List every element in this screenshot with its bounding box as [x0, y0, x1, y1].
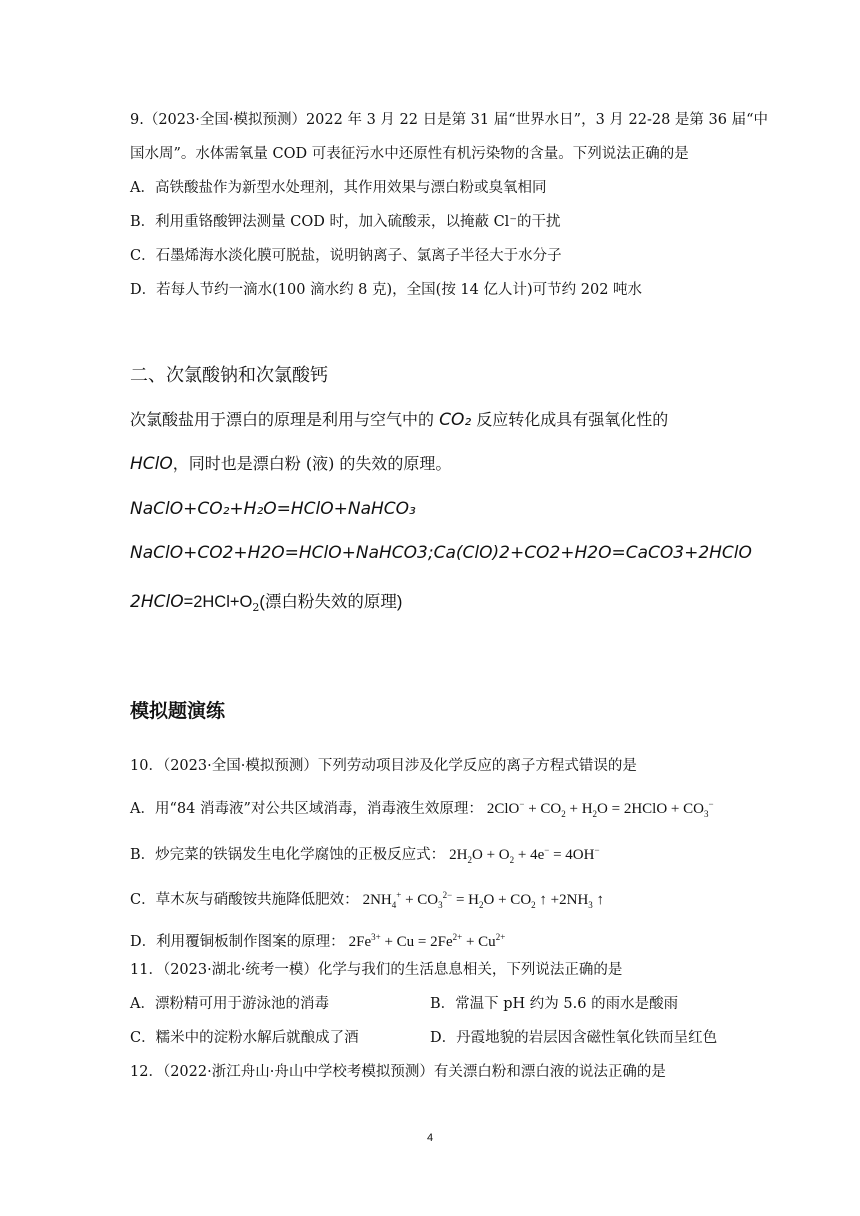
question-11-options-cd	[130, 1028, 718, 1048]
question-10-option-b	[130, 840, 600, 870]
equation-3	[130, 588, 402, 614]
question-11: 11．（2023·湖北·统考一模）化学与我们的生活息息相关，下列说法正确的是	[130, 962, 623, 978]
option-text: A．用“84 消毒液”对公共区域消毒，消毒液生效原理：	[130, 801, 483, 817]
question-10: 10．（2023·全国·模拟预测）下列劳动项目涉及化学反应的离子方程式错误的是	[130, 758, 637, 774]
option-a-formula: $2ClO^- + CO_2 + H_2O$ = 2HClO + $CO_3^-$	[486, 799, 714, 819]
body-text: 反应转化成具有强氧化性的	[471, 410, 669, 429]
option-text: D．利用覆铜板制作图案的原理：	[130, 934, 345, 950]
question-11-option-b: B．常温下 pH 约为 5.6 的雨水是酸雨	[430, 996, 679, 1012]
question-11-option-d: D．丹霞地貌的岩层因含磁性氧化铁而呈红色	[430, 1030, 718, 1046]
equation-3-note: (漂白粉失效的原理)	[259, 593, 403, 611]
practice-title: 模拟题演练	[130, 700, 226, 722]
question-9-option-c: C．石墨烯海水淡化膜可脱盐，说明钠离子、氯离子半径大于水分子	[130, 248, 562, 264]
question-11-option-c: C．糯米中的淀粉水解后就酿成了酒	[130, 1030, 359, 1046]
equation-2: NaClO+CO2+H2O=HClO+NaHCO3;Ca(ClO)2+CO2+H2O=CaCO3+2HClO	[130, 543, 752, 563]
body-text: ，同时也是漂白粉 (液) 的失效的原理。	[172, 454, 452, 473]
option-c-formula: $2NH_4^+ + CO_3^{2-} = H_2O + CO_2$ ↑ $+2NH_3$ ↑	[362, 890, 605, 910]
page-number: 4	[426, 1132, 434, 1144]
question-11-options-ab	[130, 994, 679, 1014]
section-body-line-2	[130, 452, 451, 476]
question-10-option-c	[130, 885, 604, 915]
question-9-option-a: A．高铁酸盐作为新型水处理剂，其作用效果与漂白粉或臭氧相同	[130, 180, 547, 196]
question-9-line-2: 国水周”。水体需氧量 COD 可表征污水中还原性有机污染物的含量。下列说法正确的是	[130, 146, 689, 162]
question-9-line-1: 9.（2023·全国·模拟预测）2022 年 3 月 22 日是第 31 届“世界水日”，3 月 22-28 是第 36 届“中	[130, 112, 769, 128]
co2-formula: CO₂	[439, 410, 472, 430]
equation-1: NaClO+CO₂+H₂O=HClO+NaHCO₃	[130, 499, 416, 519]
option-text: C．草木灰与硝酸铵共施降低肥效：	[130, 892, 359, 908]
question-9-option-d: D．若每人节约一滴水(100 滴水约 8 克)，全国(按 14 亿人计)可节约 202 吨水	[130, 282, 643, 298]
equation-3-products: =2HCl+O	[183, 593, 253, 611]
question-12: 12．（2022·浙江舟山·舟山中学校考模拟预测）有关漂白粉和漂白液的说法正确的是	[130, 1064, 666, 1080]
section-title: 二、次氯酸钠和次氯酸钙	[130, 365, 328, 386]
question-9-option-b: B．利用重铬酸钾法测量 COD 时，加入硫酸汞，以掩蔽 Cl⁻的干扰	[130, 214, 561, 230]
question-10-option-a	[130, 794, 714, 824]
hclo-formula: HClO	[130, 454, 173, 474]
question-10-option-d	[130, 927, 505, 952]
body-text: 次氯酸盐用于漂白的原理是利用与空气中的	[130, 410, 440, 429]
equation-3-reactant: 2HClO	[130, 592, 184, 612]
option-d-formula: $2Fe^{3+} + Cu = 2Fe^{2+} + Cu^{2+}$	[348, 932, 506, 950]
equation-3-subscript: 2	[252, 601, 260, 615]
option-text: B．炒完菜的铁锅发生电化学腐蚀的正极反应式：	[130, 847, 446, 863]
section-body-line-1	[130, 408, 668, 432]
option-b-formula: $2H_2O + O_2 + 4e^- = 4OH^-$	[449, 845, 600, 865]
question-11-option-a: A．漂粉精可用于游泳池的消毒	[130, 996, 329, 1012]
